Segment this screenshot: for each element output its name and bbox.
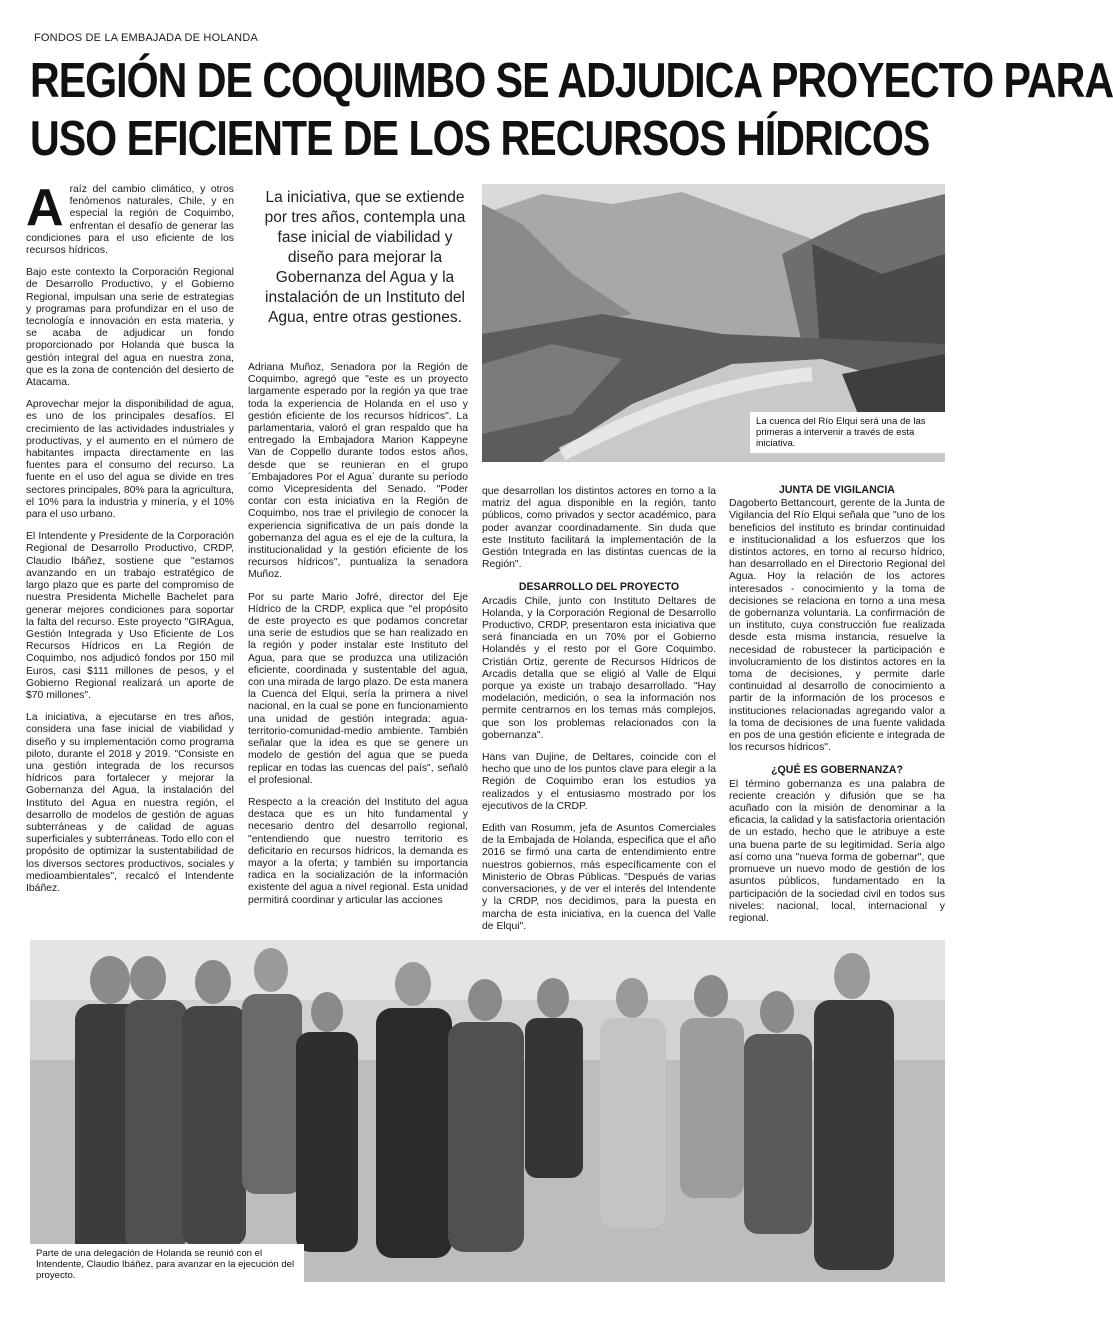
article-column-3 (482, 486, 716, 943)
paragraph: Araíz del cambio climático, y otros fenómenos naturales, Chile, y en especial la región de Coquimbo, enfrentan el desafío de generar las condiciones para el uso eficiente de los recursos hídricos. (26, 179, 234, 257)
group-photo (30, 940, 945, 1282)
headline-line-1: REGIÓN DE COQUIMBO SE ADJUDICA PROYECTO PARA (30, 54, 1113, 108)
paragraph: Respecto a la creación del Instituto del agua destaca que es un hito fundamental y necesario dentro del desarrollo regional, "entendiendo que nuestro territorio es deficitario en recursos hídricos, la demanda es mayor a la oferta; y también su importancia radica en la socialización de la información existente del agua a nivel regional. Esta unidad permitirá coordinar y articular las acciones (248, 796, 468, 906)
river-photo-caption: La cuenca del Río Elqui será una de las primeras a intervenir a través de esta iniciativa. (750, 412, 952, 453)
headline-line-2: USO EFICIENTE DE LOS RECURSOS HÍDRICOS (30, 112, 930, 166)
paragraph: Hans van Dujine, de Deltares, coincide con el hecho que uno de los puntos clave para elegir a la Región de Coquimbo eran los estudios ya realizados y el entusiasmo mostrado por los ejecutivos de la CRDP. (482, 752, 716, 812)
paragraph: Por su parte Mario Jofré, director del Eje Hídrico de la CRDP, explica que "el propósito de este proyecto es que podamos concretar una serie de estudios que se han realizado en la región y poder instalar este Instituto del Agua, para que se produzca una utilización eficiente, coordinada y sustentable del agua, con una mirada de largo plazo. De esta manera la Cuenca del Elqui, sería la primera a nivel nacional, en la cual se pone en funcionamiento una unidad de gestión integrada: agua-territorio-comunidad-medio ambiente. También señalar que la idea es que se genere un modelo de gestión del agua que se pueda replicar en todas las cuencas del país", señaló el profesional. (248, 591, 468, 786)
subheading-junta: JUNTA DE VIGILANCIA (779, 484, 895, 496)
headline (30, 52, 1113, 168)
paragraph: Aprovechar mejor la disponibilidad de agua, es uno de los principales desafíos. El crecimiento de las actividades industriales y productivas, y el aumento en el número de habitantes impacta directamente en las fuentes para el consumo del recurso. La fuente en el uso del agua se divide en tres sectores principales, 80% para la agricultura, el 10% para la industria y minería, y el 10% para el uso urbano. (26, 399, 234, 521)
kicker: FONDOS DE LA EMBAJADA DE HOLANDA (34, 32, 259, 44)
river-photo (482, 184, 945, 462)
paragraph: Dagoberto Bettancourt, gerente de la Junta de Vigilancia del Río Elqui señala que "uno de los beneficios del instituto es brindar continuidad e institucionalidad a los esfuerzos que los distintos actores, en torno al recurso hídrico, han desarrollado en el Directorio Regional del Agua. Hoy la relación de los actores interesados - conocimiento y la toma de decisiones se relaciona en torno a una mesa de gobernanza voluntaria. La confirmación de un instituto, cuya construcción fue realizada desde esta misma instancia, resuelve la necesidad de robustecer la participación e involucramiento de los distintos actores en la toma de decisiones, y permite darle continuidad al desarrollo de conocimiento a partir de la información de los procesos e instituciones relacionadas agregando valor a la toma de decisiones de una fuente validada en pos de una gestión eficiente e integrada de los recursos hídricos". (729, 498, 945, 754)
paragraph: El término gobernanza es una palabra de reciente creación y difusión que se ha acuñado con la misión de denominar a la eficacia, la calidad y la satisfactoria orientación de un estado, hecho que le atribuye a este una buena parte de su legitimidad. Sería algo así como una "nueva forma de gobernar", que promueve un nuevo modo de gestión de los asuntos públicos, fundamentado en la participación de la sociedad civil en todos sus niveles: nacional, local, internacional y regional. (729, 778, 946, 924)
article-column-4 (729, 480, 945, 935)
subheading-gobernanza: ¿QUÉ ES GOBERNANZA? (771, 764, 903, 777)
paragraph: que desarrollan los distintos actores en torno a la matriz del agua disponible en la región, tanto públicos, como privados y sector académico, para poder avanzar coordinadamente. Sin duda que este Instituto facilitará la implementación de la Gestión Integrada en las distintas cuencas de la Región". (482, 486, 716, 571)
paragraph: Arcadis Chile, junto con Instituto Deltares de Holanda, y la Corporación Regional de Desarrollo Productivo, CRDP, presentaron esta iniciativa que será financiada en un 70% por el Gobierno Holandés y el resto por el Gore Coquimbo. Cristián Ortiz, gerente de Recursos Hídricos de Arcadis detalla que se eligió al Valle de Elqui porque ya existe un trabajo desarrollado. "Hay modelación, medición, o sea la información nos permite centrarnos en los temas más complejos, que son los problemas relacionados con la gobernanza". (482, 595, 716, 741)
subheading-desarrollo: DESARROLLO DEL PROYECTO (518, 581, 680, 594)
drop-cap: A (26, 179, 64, 237)
group-photo-caption: Parte de una delegación de Holanda se reunió con el Intendente, Claudio Ibáñez, para avanzar en la ejecución del proyecto. (30, 1244, 304, 1285)
paragraph: La iniciativa, a ejecutarse en tres años, considera una fase inicial de viabilidad y diseño y su implementación como programa piloto, durante el 2018 y 2019. "Consiste en una gestión integrada de los recursos hídricos para fortalecer y mejorar la Gobernanza del Agua, la instalación del Instituto del Agua en nuestra región, el desarrollo de modelos de gestión de aguas subterráneas y de calidad de aguas superficiales y subterráneas. Todo ello con el propósito de optimizar la sustentabilidad de los diversos sectores productivos, sociales y medioambientales", recalcó el Intendente Ibáñez. (26, 712, 234, 894)
pull-quote: La iniciativa, que se extiende por tres años, contempla una fase inicial de viabilidad y diseño para mejorar la Gobernanza del Agua y la instalación de un Instituto del Agua, entre otras gestiones. (264, 189, 466, 326)
paragraph: Adriana Muñoz, Senadora por la Región de Coquimbo, agregó que "este es un proyecto largamente esperado por la región ya que trae toda la experiencia de Holanda en el uso y gestión eficiente de los recursos hídricos". La parlamentaria, valoró el gran respaldo que ha entregado la Embajadora Marion Kappeyne Van de Coppello durante todos estos años, desde que se reunieran en el grupo ´Embajadores Por el Agua´ durante su período como Vicepresidenta del Senado. "Poder contar con esta iniciativa en la Región de Coquimbo, nos trae el privilegio de conocer la experiencia significativa de un país donde la gobernanza del agua es el eje de la cultura, la institucionalidad y la gestión eficiente de los recursos hídricos", puntualiza la senadora Muñoz. (248, 362, 468, 581)
article-column-2 (248, 362, 468, 917)
article-column-1 (26, 179, 234, 905)
delegation-group-image (30, 940, 945, 1282)
paragraph: El Intendente y Presidente de la Corporación Regional de Desarrollo Productivo, CRDP, Claudio Ibáñez, sostiene que "estamos avanzando en un trabajo estratégico de largo plazo que es parte del compromiso de nuestra Presidenta Michelle Bachelet para generar mejores condiciones para soportar la falta del recurso. Este proyecto "GIRAgua, Gestión Integrada y Uso Eficiente de Los Recursos Hídricos en La Región de Coquimbo, nos adjudicó fondos por 150 mil Euros, casi $111 millones de pesos, y el Gobierno Regional realizará un aporte de $70 millones". (26, 531, 234, 701)
paragraph: Bajo este contexto la Corporación Regional de Desarrollo Productivo, y el Gobierno Regional, impulsan una serie de estrategias y programas para profundizar en el uso de tecnología e innovación en esta materia, y se acaba de adjudicar un fondo proporcionado por Holanda que busca la gestión integral del agua en nuestra zona, que es la zona de contención del desierto de Atacama. (26, 267, 234, 389)
paragraph: Edith van Rosumm, jefa de Asuntos Comerciales de la Embajada de Holanda, especifica que el año 2016 se firmó una carta de entendimiento entre nuestros gobiernos, más específicamente con el Ministerio de Obras Públicas. "Después de varias conversaciones, y de ver el interés del Intendente y la CRDP, nos decidimos, para la puesta en marcha de esta iniciativa, en la cuenca del Valle de Elqui". (482, 823, 716, 932)
